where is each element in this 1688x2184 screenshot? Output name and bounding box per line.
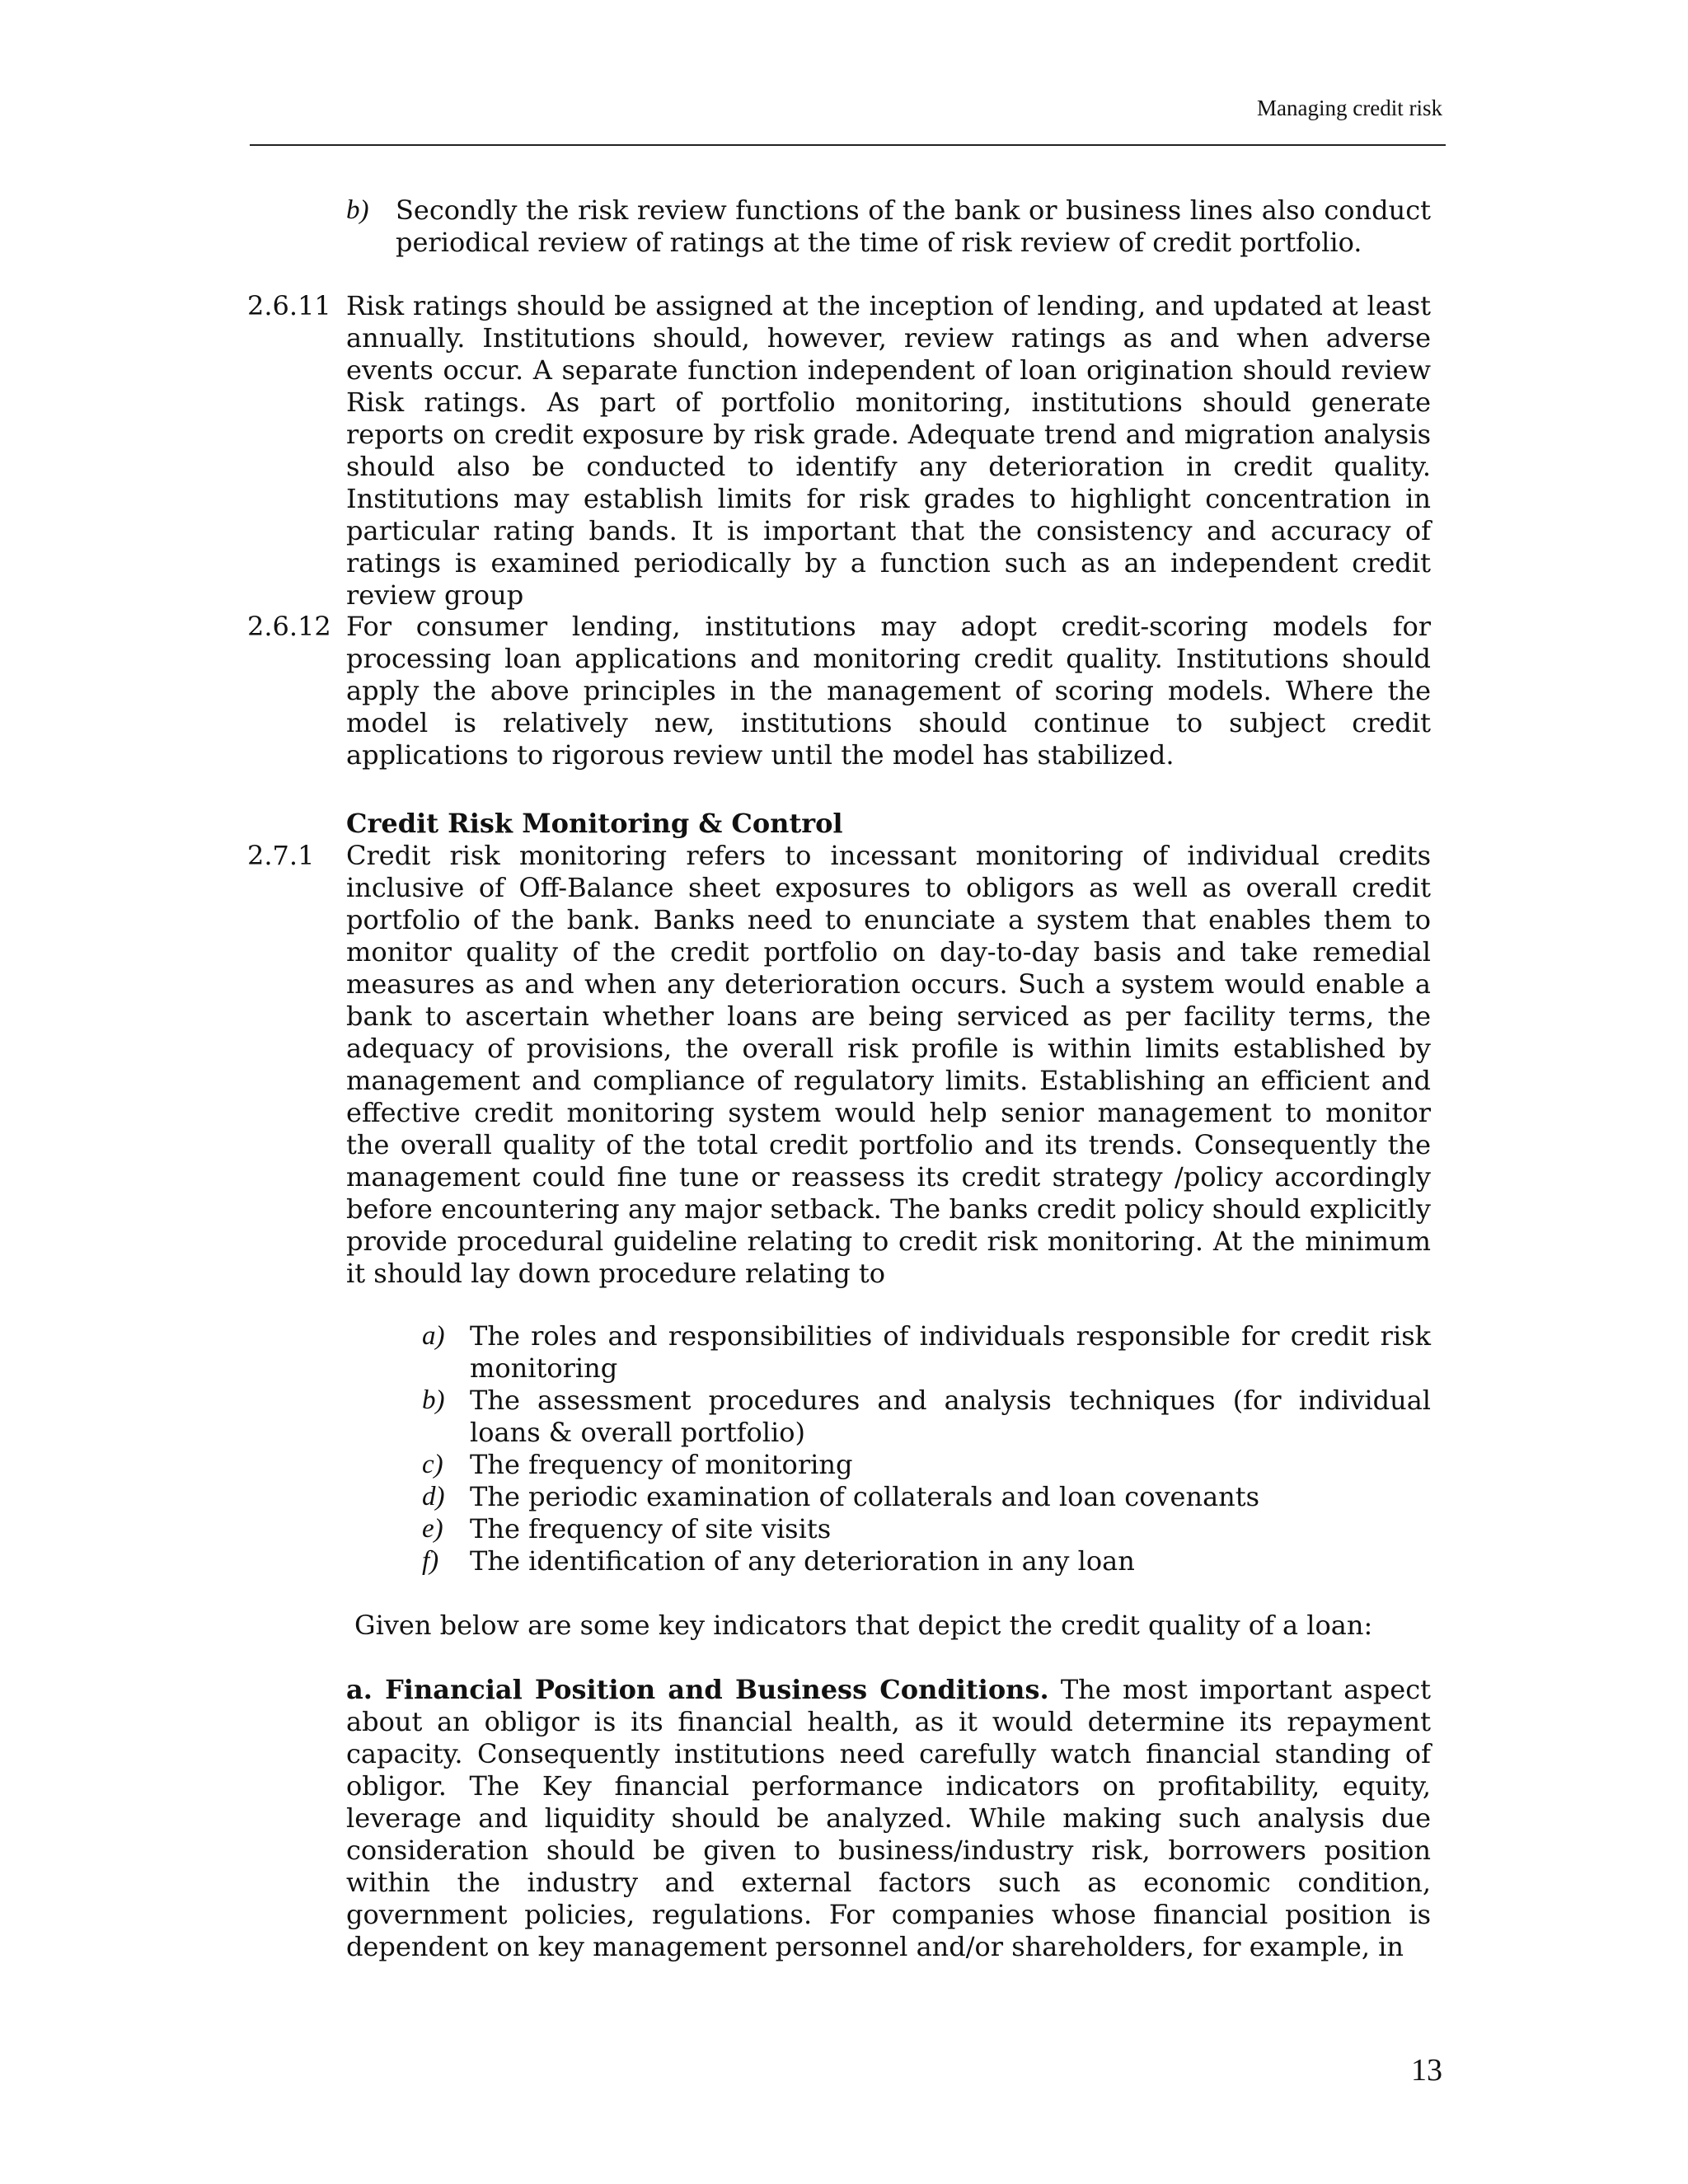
section-number-2-7-1: 2.7.1 <box>247 840 315 871</box>
list-marker-a: a) <box>422 1321 445 1351</box>
section-text-2-6-11: Risk ratings should be assigned at the inception of lending, and updated at least annually. Institutions should, however, review ratings as and when adverse events occur. A separate function independent of loan origination should review Risk ratings. As part of portfolio monitoring, institutions should generate reports on credit exposure by risk grade. Adequate trend and migration analysis should also be conducted to identify any deterioration in credit quality. Institutions may establish limits for risk grades to highlight concentration in particular rating bands. It is important that the consistency and accuracy of ratings is examined periodically by a function such as an independent credit review group <box>346 290 1431 611</box>
indicator-a-label: a. Financial Position and Business Conditions. <box>346 1674 1049 1705</box>
list-marker-e: e) <box>422 1514 443 1544</box>
list-marker-b: b) <box>422 1385 445 1415</box>
list-item-e: The frequency of site visits <box>470 1513 832 1544</box>
list-marker-d: d) <box>422 1482 445 1511</box>
item-b-marker: b) <box>346 195 369 225</box>
list-item-f: The identification of any deterioration in any loan <box>470 1545 1135 1577</box>
list-item-a: The roles and responsibilities of individuals responsible for credit risk monitoring <box>470 1320 1431 1384</box>
section-number-2-6-11: 2.6.11 <box>247 290 331 321</box>
list-item-d: The periodic examination of collaterals and loan covenants <box>470 1481 1260 1512</box>
section-number-2-6-12: 2.6.12 <box>247 611 331 642</box>
section-text-2-7-1: Credit risk monitoring refers to incessant monitoring of individual credits inclusive of Off-Balance sheet exposures to obligors as well as overall credit portfolio of the bank. Banks need to enunciate a system that enables them to monitor quality of the credit portfolio on day-to-day basis and take remedial measures as and when any deterioration occurs. Such a system would enable a bank to ascertain whether loans are being serviced as per facility terms, the adequacy of provisions, the overall risk profile is within limits established by management and compliance of regulatory limits. Establishing an efficient and effective credit monitoring system would help senior management to monitor the overall quality of the total credit portfolio and its trends. Consequently the management could fine tune or reassess its credit strategy /policy accordingly before encountering any major setback. The banks credit policy should explicitly provide procedural guideline relating to credit risk monitoring. At the minimum it should lay down procedure relating to <box>346 840 1431 1289</box>
list-marker-c: c) <box>422 1450 443 1479</box>
item-b-text: Secondly the risk review functions of the bank or business lines also conduct periodical review of ratings at the time of risk review of credit portfolio. <box>396 194 1431 258</box>
header-rule <box>250 144 1446 146</box>
section-text-2-6-12: For consumer lending, institutions may adopt credit-scoring models for processing loan applications and monitoring credit quality. Institutions should apply the above principles in the management of scoring models. Where the model is relatively new, institutions should continue to subject credit applications to rigorous review until the model has stabilized. <box>346 611 1431 771</box>
indicator-a-text: The most important aspect about an obligor is its financial health, as it would determine its repayment capacity. Consequently institutions need carefully watch financial standing of obligor. The Key financial performance indicators on profitability, equity, leverage and liquidity should be analyzed. While making such analysis due consideration should be given to business/industry risk, borrowers position within the industry and external factors such as economic condition, government policies, regulations. For companies whose financial position is dependent on key management personnel and/or shareholders, for example, in <box>346 1674 1432 1962</box>
section-heading: Credit Risk Monitoring & Control <box>346 808 843 839</box>
list-item-c: The frequency of monitoring <box>470 1449 853 1480</box>
running-header: Managing credit risk <box>1257 96 1442 120</box>
page-number: 13 <box>1411 2053 1442 2088</box>
list-marker-f: f) <box>422 1546 439 1576</box>
indicators-intro: Given below are some key indicators that depict the credit quality of a loan: <box>354 1610 1373 1641</box>
indicator-a-paragraph <box>346 1674 1431 1963</box>
list-item-b: The assessment procedures and analysis techniques (for individual loans & overall portfolio) <box>470 1385 1431 1448</box>
